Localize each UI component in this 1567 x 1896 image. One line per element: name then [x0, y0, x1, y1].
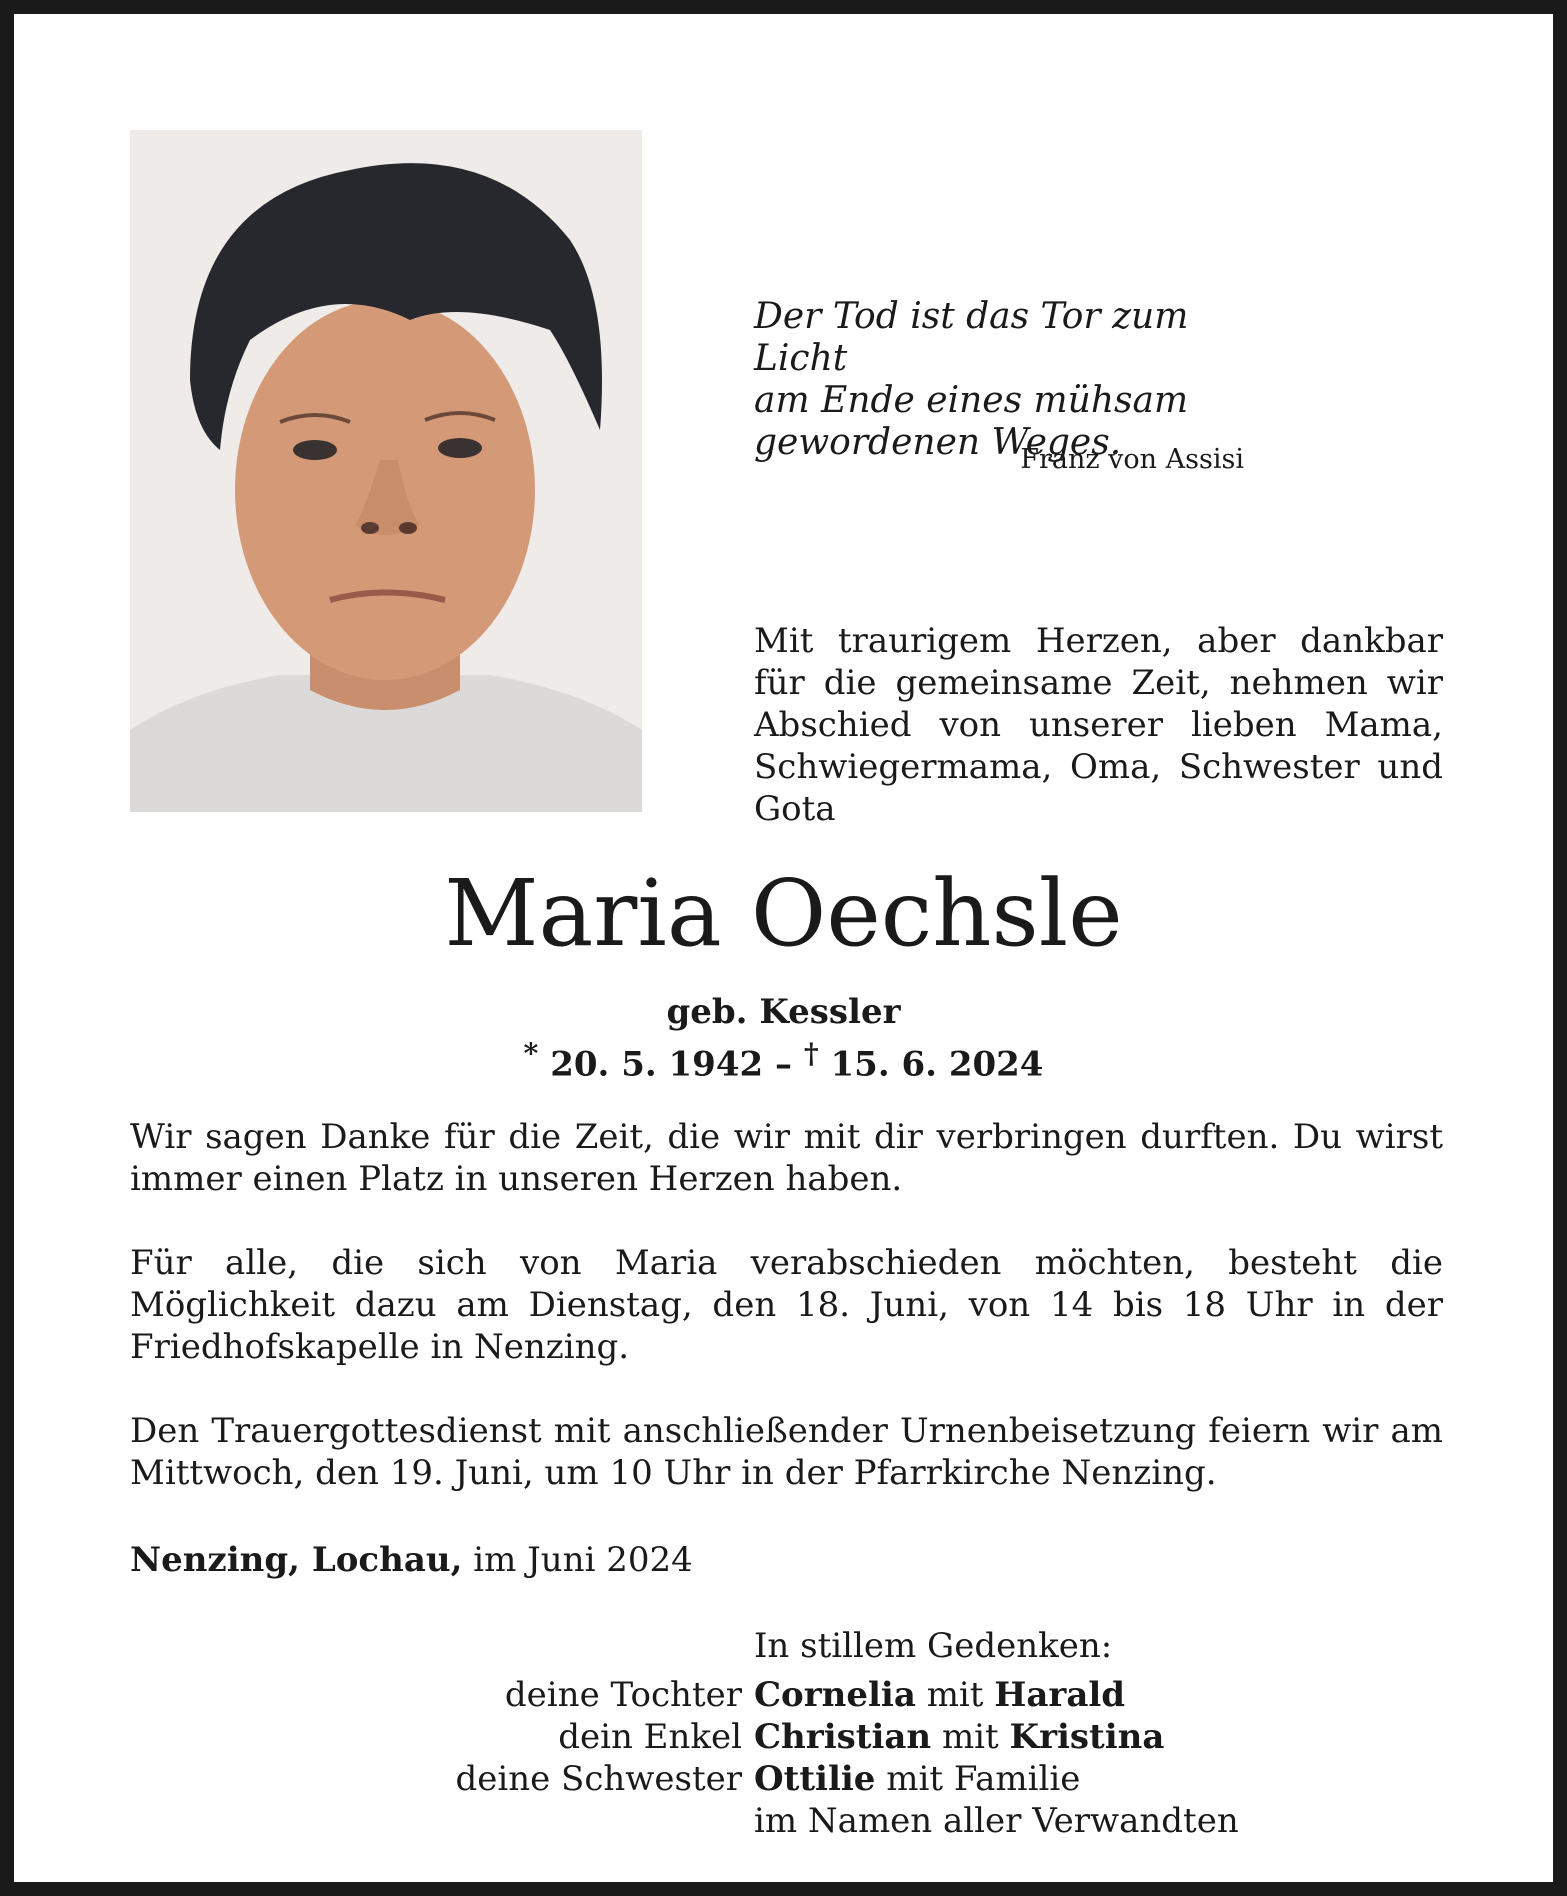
mourner-connector: mit	[941, 1717, 999, 1757]
deceased-name: Maria Oechsle	[444, 860, 1123, 967]
mourner-relation: dein Enkel	[558, 1717, 742, 1757]
mourner-relation: deine Schwester	[455, 1759, 742, 1799]
date-separator: –	[775, 1044, 792, 1085]
death-date: 15. 6. 2024	[830, 1044, 1044, 1085]
death-symbol: †	[803, 1036, 819, 1070]
mourner-name: Ottilie	[754, 1759, 876, 1799]
mourner-connector: mit	[926, 1675, 984, 1715]
places: Nenzing, Lochau,	[130, 1540, 463, 1580]
portrait-illustration	[130, 130, 642, 812]
mourner-relation: deine Tochter	[504, 1675, 742, 1715]
birth-name: geb. Kessler	[666, 992, 901, 1032]
quote	[754, 296, 1254, 464]
life-dates	[14, 1036, 1553, 1084]
birth-symbol: *	[523, 1036, 539, 1070]
quote-author: Franz von Assisi	[1020, 444, 1244, 475]
mourner-partner: Kristina	[1009, 1717, 1165, 1757]
place-date	[130, 1540, 693, 1580]
mourner-partner: Harald	[994, 1675, 1126, 1715]
mourner-row	[314, 1716, 1414, 1758]
mourner-row	[314, 1674, 1414, 1716]
mourners-list	[314, 1674, 1414, 1842]
quote-line: gewordenen Weges.	[754, 422, 1122, 463]
mourner-row	[314, 1758, 1414, 1800]
portrait-photo	[130, 130, 642, 812]
thanks-paragraph: Wir sagen Danke für die Zeit, die wir mit dir verbringen durften. Du wirst immer einen Platz in unseren Herzen haben.	[130, 1117, 1443, 1199]
farewell-paragraph: Für alle, die sich von Maria verabschieden möchten, besteht die Möglichkeit dazu am Dienstag, den 18. Juni, von 14 bis 18 Uhr in der Friedhofskapelle in Nenzing.	[130, 1243, 1443, 1367]
quote-line: am Ende eines mühsam	[754, 380, 1189, 421]
intro-text: Mit traurigem Herzen, aber dankbar für die gemeinsame Zeit, nehmen wir Abschied von unserer lieben Mama, Schwiegermama, Oma, Schwester und Gota	[754, 621, 1443, 829]
service-paragraph: Den Trauergottesdienst mit anschließender Urnenbeisetzung feiern wir am Mittwoch, den 19. Juni, um 10 Uhr in der Pfarrkirche Nenzing.	[130, 1411, 1443, 1493]
mourner-name: Christian	[754, 1717, 932, 1757]
mourner-name: Cornelia	[754, 1675, 916, 1715]
closing-line: im Namen aller Verwandten	[754, 1801, 1239, 1841]
date: im Juni 2024	[473, 1540, 693, 1580]
mourner-connector: mit Familie	[886, 1759, 1081, 1799]
quote-line: Der Tod ist das Tor zum Licht	[754, 296, 1189, 379]
mourner-row	[314, 1800, 1414, 1842]
birth-date: 20. 5. 1942	[550, 1044, 764, 1085]
memory-heading: In stillem Gedenken:	[754, 1626, 1113, 1666]
